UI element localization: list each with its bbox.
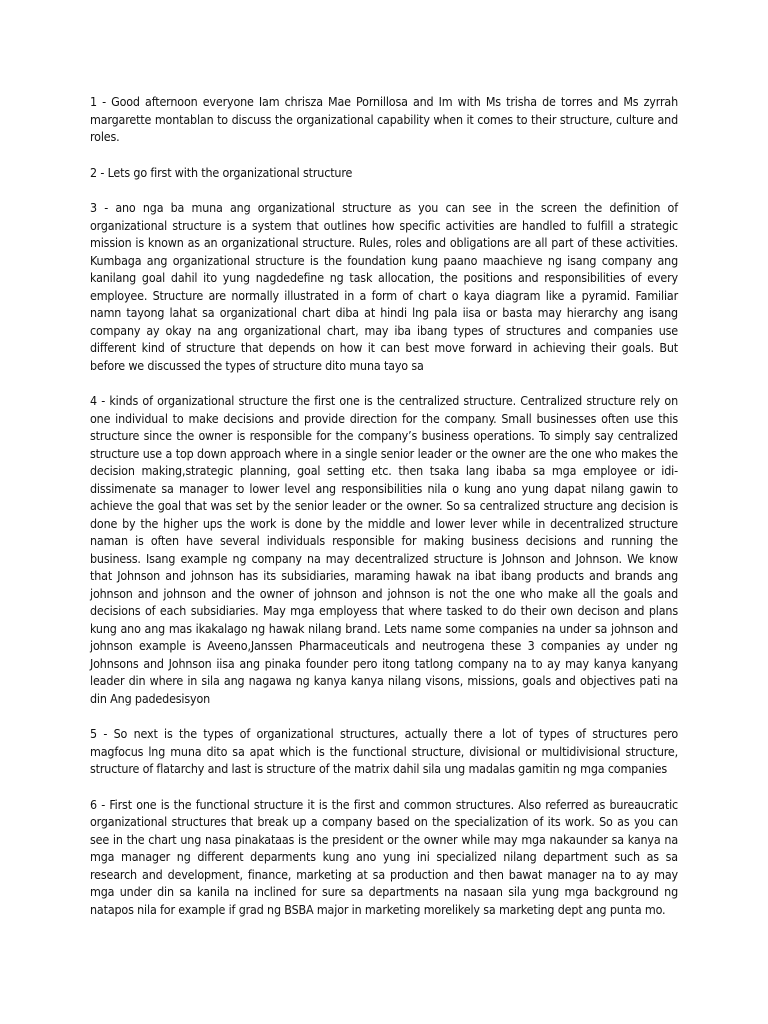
paragraph-4: 4 - kinds of organizational structure the first one is the centralized structure. Centralized structure rely on one individual to make decisions and provide direction for the company. Small businesses often use this structure since the owner is responsible for the company’s business operations. To simply say centralized structure use a top down approach where in a single senior leader or the owner are the one who makes the decision making,strategic planning, goal setting etc. then tsaka lang ibaba sa mga employee or idi-dissimenate sa manager to lower level ang responsibilities nila o kung ano yung dapat nilang gawin to achieve the goal that was set by the senior leader or the owner. So sa centralized structure ang decision is done by the higher ups the work is done by the middle and lower lever while in decentralized structure naman is often have several individuals responsible for making business decisions and running the business. Isang example ng company na may decentralized structure is Johnson and Johnson. We know that Johnson and johnson has its subsidiaries, maraming hawak na ibat ibang products and brands ang johnson and johnson and the owner of johnson and johnson is not the one who make all the goals and decisions of each subsidiaries. May mga employess that where tasked to do their own decison and plans kung ano ang mas ikakalago ng hawak nilang brand. Lets name some companies na under sa johnson and johnson example is Aveeno,Janssen Pharmaceuticals and neutrogena these 3 companies ay under ng Johnsons and Johnson iisa ang pinaka founder pero itong tatlong company na to ay may kanya kanyang leader din where in sila ang nagawa ng kanya kanya nilang visons, missions, goals and objectives pati na din Ang padedesisyon (90, 393, 678, 706)
paragraph-6: 6 - First one is the functional structure it is the first and common structures. Also referred as bureaucratic organizational structures that break up a company based on the specialization of its work. So as you can see in the chart ung nasa pinakataas is the president or the owner while may mga nakaunder sa kanya na mga manager ng different deparments kung ano yung ini specialized nilang department such as sa research and development, finance, marketing at sa production and then bawat manager na to ay may mga under din sa kanila na inclined for sure sa departments na nasaan sila yung mga background ng natapos nila for example if grad ng BSBA major in marketing morelikely sa marketing dept ang punta mo. (90, 796, 678, 917)
paragraph-1: 1 - Good afternoon everyone Iam chrisza Mae Pornillosa and Im with Ms trisha de torres and Ms zyrrah margarette montablan to discuss the organizational capability when it comes to their structure, culture and roles. (90, 94, 678, 144)
paragraph-3: 3 - ano nga ba muna ang organizational structure as you can see in the screen the definition of organizational structure is a system that outlines how specific activities are handled to fulfill a strategic mission is known as an organizational structure. Rules, roles and obligations are all part of these activities. Kumbaga ang organizational structure is the foundation kung paano maachieve ng isang company ang kanilang goal dahil ito yung nagdedefine ng task allocation, the positions and responsibilities of every employee. Structure are normally illustrated in a form of chart o kaya diagram like a pyramid. Familiar namn tayong lahat sa organizational chart diba at hindi lng pala iisa or basta may hierarchy ang isang company ay okay na ang organizational chart, may iba ibang types of structures and companies use different kind of structure that depends on how it can best move forward in achieving their goals. But before we discussed the types of structure dito muna tayo sa (90, 200, 678, 373)
paragraph-2: 2 - Lets go first with the organizational structure (90, 164, 353, 180)
paragraph-5: 5 - So next is the types of organizational structures, actually there a lot of types of structures pero magfocus lng muna dito sa apat which is the functional structure, divisional or multidivisional structure, structure of flatarchy and last is structure of the matrix dahil sila ung madalas gamitin ng mga companies (90, 726, 678, 776)
document-body (90, 93, 678, 936)
